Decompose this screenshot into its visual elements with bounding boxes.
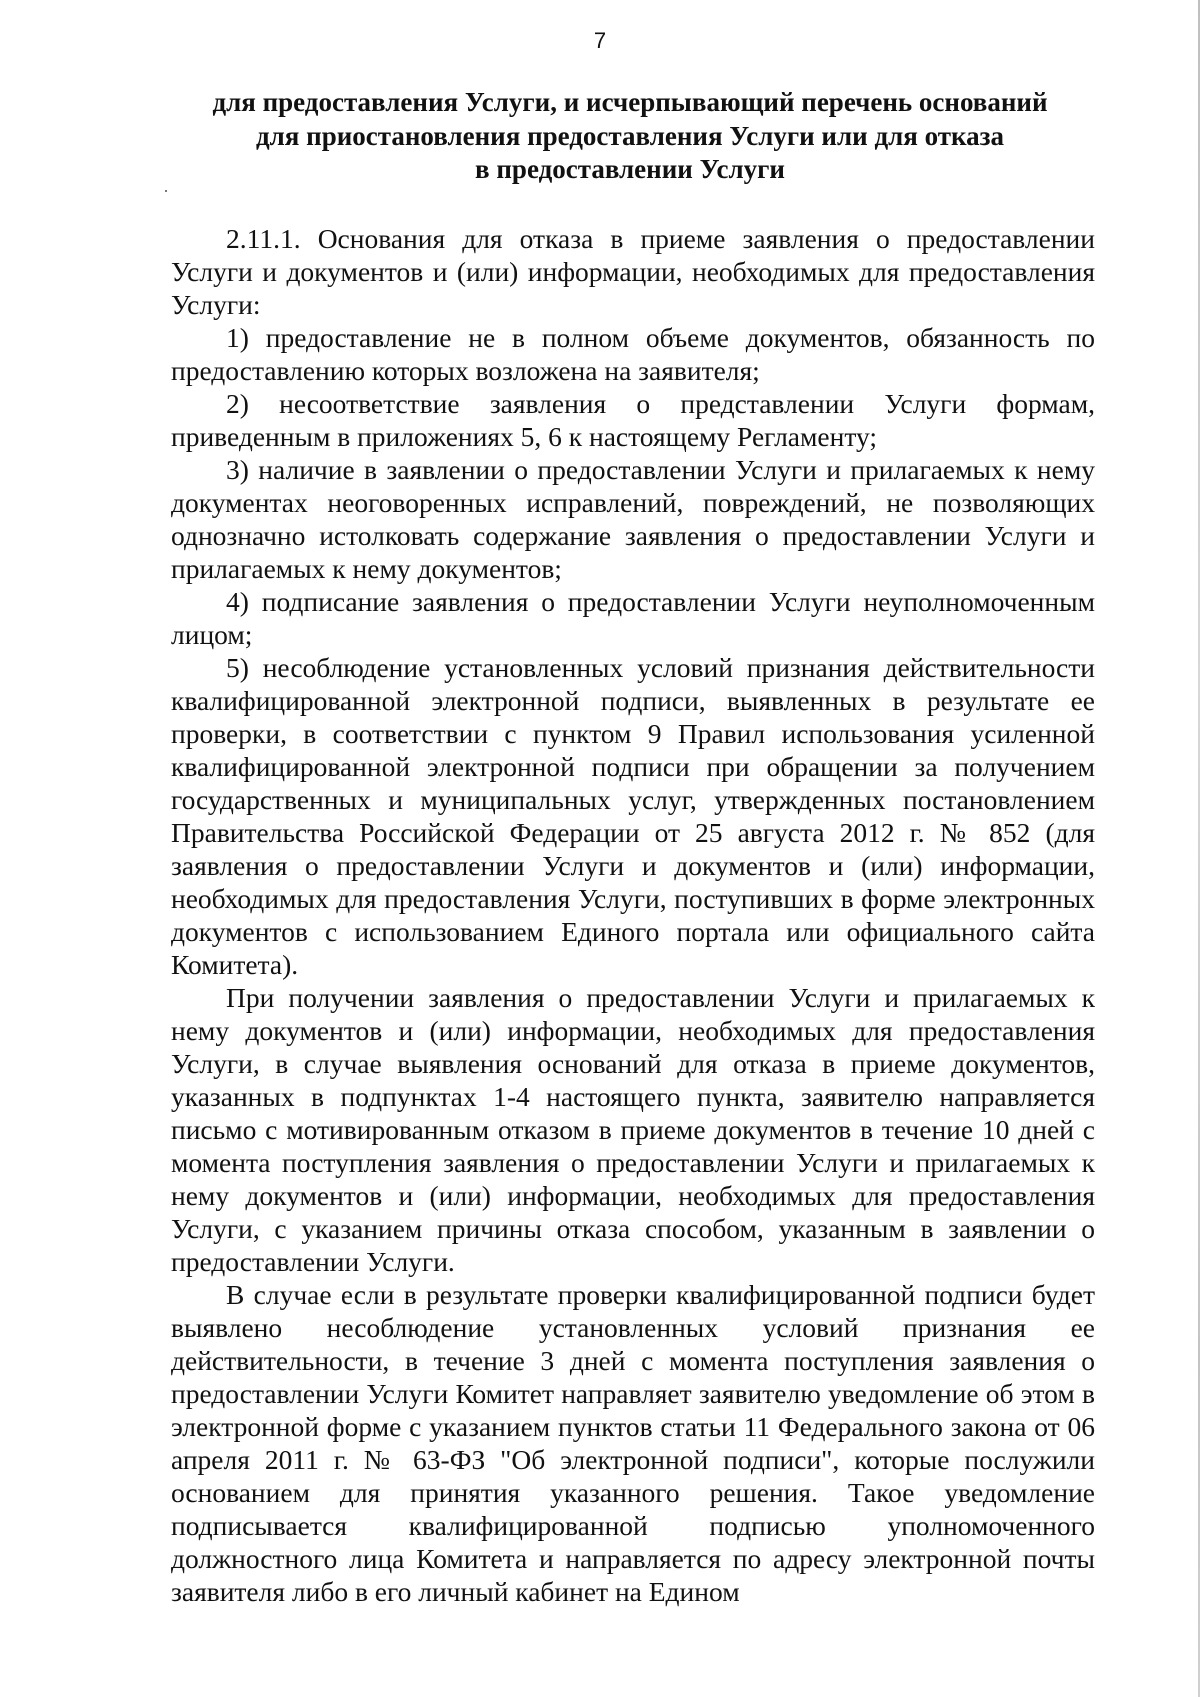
section-heading [175,86,1085,187]
paragraph: При получении заявления о предоставлении Услуги и прилагаемых к нему документов и (или) информации, необходимых для предоставления Услуги, в случае выявления оснований для отказа в приеме документов, указанных в подпунктах 1-4 настоящего пункта, заявителю направляется письмо с мотивированным отказом в приеме документов в течение 10 дней с момента поступления заявления о предоставлении Услуги и прилагаемых к нему документов и (или) информации, необходимых для предоставления Услуги, с указанием причины отказа способом, указанным в заявлении о предоставлении Услуги. [171,982,1095,1277]
page-number: 7 [593,28,607,53]
document-body [171,222,1095,1608]
clause-2-11-1: 2.11.1. Основания для отказа в приеме заявления о предоставлении Услуги и документов и (или) информации, необходимых для предоставления Услуги: [171,223,1095,320]
heading-line: для приостановления предоставления Услуги или для отказа [255,120,1005,151]
heading-line: в предоставлении Услуги [475,154,785,184]
list-item: 4) подписание заявления о предоставлении Услуги неуполномоченным лицом; [171,586,1095,650]
scan-speck [165,190,167,192]
list-item: 2) несоответствие заявления о представлении Услуги формам, приведенным в приложениях 5, 6 к настоящему Регламенту; [171,388,1095,452]
paragraph: В случае если в результате проверки квалифицированной подписи будет выявлено несоблюдение установленных условий признания ее действительности, в течение 3 дней с момента поступления заявления о предоставлении Услуги Комитет направляет заявителю уведомление об этом в электронной форме с указанием пунктов статьи 11 Федерального закона от 06 апреля 2011 г. № 63-ФЗ "Об электронной подписи", которые послужили основанием для принятия указанного решения. Такое уведомление подписывается квалифицированной подписью уполномоченного должностного лица Комитета и направляется по адресу электронной почты заявителя либо в его личный кабинет на Едином [171,1279,1095,1607]
list-item: 5) несоблюдение установленных условий признания действительности квалифицированной электронной подписи, выявленных в результате ее проверки, в соответствии с пунктом 9 Правил использования усиленной квалифицированной электронной подписи при обращении за получением государственных и муниципальных услуг, утвержденных постановлением Правительства Российской Федерации от 25 августа 2012 г. № 852 (для заявления о предоставлении Услуги и документов и (или) информации, необходимых для предоставления Услуги, поступивших в форме электронных документов с использованием Единого портала или официального сайта Комитета). [171,652,1095,980]
list-item: 1) предоставление не в полном объеме документов, обязанность по предоставлению которых возложена на заявителя; [171,322,1095,386]
list-item: 3) наличие в заявлении о предоставлении Услуги и прилагаемых к нему документах неоговоренных исправлений, повреждений, не позволяющих однозначно истолковать содержание заявления о предоставлении Услуги и прилагаемых к нему документов; [171,454,1095,584]
heading-line: для предоставления Услуги, и исчерпывающий перечень оснований [212,87,1048,117]
